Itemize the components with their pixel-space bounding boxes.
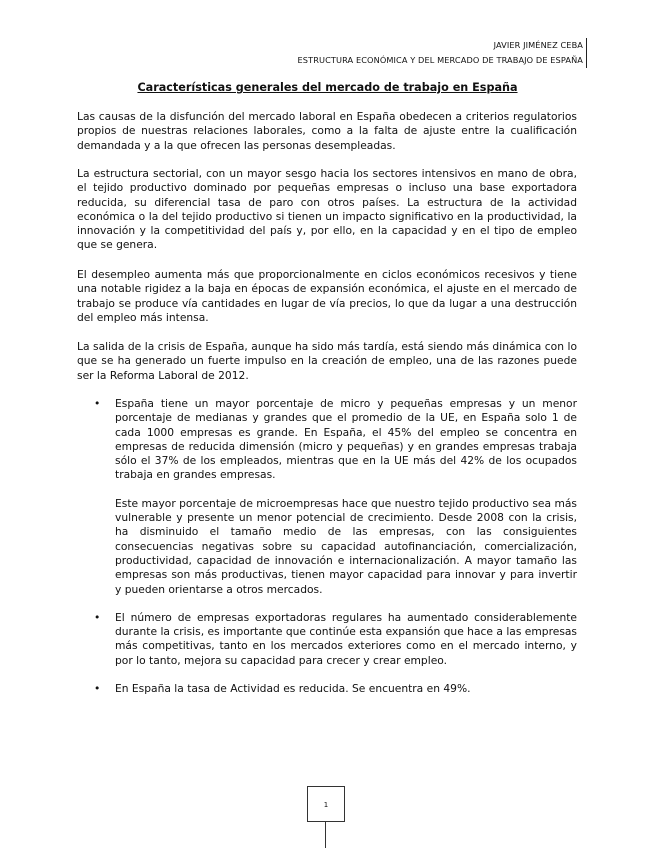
header-subtitle: ESTRUCTURA ECONÓMICA Y DEL MERCADO DE TRABAJO DE ESPAÑA bbox=[297, 55, 583, 65]
bullet-icon: • bbox=[94, 682, 101, 696]
list-item-text: El número de empresas exportadoras regulares ha aumentado considerablemente durante la crisis, es importante que continúe esta expansión que hace a las empresas más competitivas, tanto en los mercados exteriores como en el mercado interno, y por lo tanto, mejora su capacidad para crecer y crear empleo. bbox=[115, 610, 577, 667]
list-item bbox=[77, 682, 577, 696]
list-item-text: España tiene un mayor porcentaje de micro y pequeñas empresas y un menor porcentaje de medianas y grandes que el promedio de la UE, en España solo 1 de cada 1000 empresas es grande. En España, el 45% del empleo se concentra en empresas de reducida dimensión (micro y pequeñas) y en grandes empresas trabaja sólo el 37% de los empleados, mientras que en la UE más del 42% de los ocupados trabaja en grandes empresas. bbox=[115, 397, 577, 482]
list-item bbox=[77, 611, 577, 668]
bullet-list bbox=[77, 397, 577, 696]
paragraph: La estructura sectorial, con un mayor sesgo hacia los sectores intensivos en mano de obra, el tejido productivo dominado por pequeñas empresas o incluso una base exportadora reducida, su diferencial tasa de paro con otros países. La estructura de la actividad económica o la del tejido productivo si tienen un impacto significativo en la productividad, la innovación y la competitividad del país y, por ello, en la capacidad y en el tipo de empleo que se genera. bbox=[77, 167, 577, 252]
paragraph: El desempleo aumenta más que proporcionalmente en ciclos económicos recesivos y tiene una notable rigidez a la baja en épocas de expansión económica, el ajuste en el mercado de trabajo se produce vía cantidades en lugar de vía precios, lo que da lugar a una destrucción del empleo más intensa. bbox=[77, 268, 577, 324]
list-item bbox=[77, 397, 577, 597]
bullet-icon: • bbox=[94, 610, 101, 624]
header-author: JAVIER JIMÉNEZ CEBA bbox=[493, 40, 583, 50]
paragraph: La salida de la crisis de España, aunque ha sido más tardía, está siendo más dinámica con lo que se ha generado un fuerte impulso en la creación de empleo, una de las razones puede ser la Reforma Laboral de 2012. bbox=[77, 340, 577, 382]
bullet-icon: • bbox=[94, 397, 101, 410]
list-item-text: Este mayor porcentaje de microempresas hace que nuestro tejido productivo sea más vulnerable y presente un menor potencial de crecimiento. Desde 2008 con la crisis, ha disminuido el tamaño medio de las empresas, con las consiguientes consecuencias negativas sobre su capacidad autofinanciación, comercialización, productividad, capacidad de innovación e internacionalización. A mayor tamaño las empresas son más productivas, tienen mayor capacidad para innovar y para invertir y pueden orientarse a otros mercados. bbox=[115, 496, 577, 596]
page-title: Características generales del mercado de trabajo en España bbox=[137, 81, 518, 94]
header-divider bbox=[586, 38, 587, 68]
page-header bbox=[298, 38, 583, 68]
list-item-text: En España la tasa de Actividad es reducida. Se encuentra en 49%. bbox=[115, 682, 471, 696]
page-number-line bbox=[325, 822, 326, 848]
page-number: 1 bbox=[307, 786, 345, 822]
paragraph: Las causas de la disfunción del mercado laboral en España obedecen a criterios regulatorios propios de nuestras relaciones laborales, como a la falta de ajuste entre la cualificación demandada y a la que ofrecen las personas desempleadas. bbox=[77, 110, 577, 152]
